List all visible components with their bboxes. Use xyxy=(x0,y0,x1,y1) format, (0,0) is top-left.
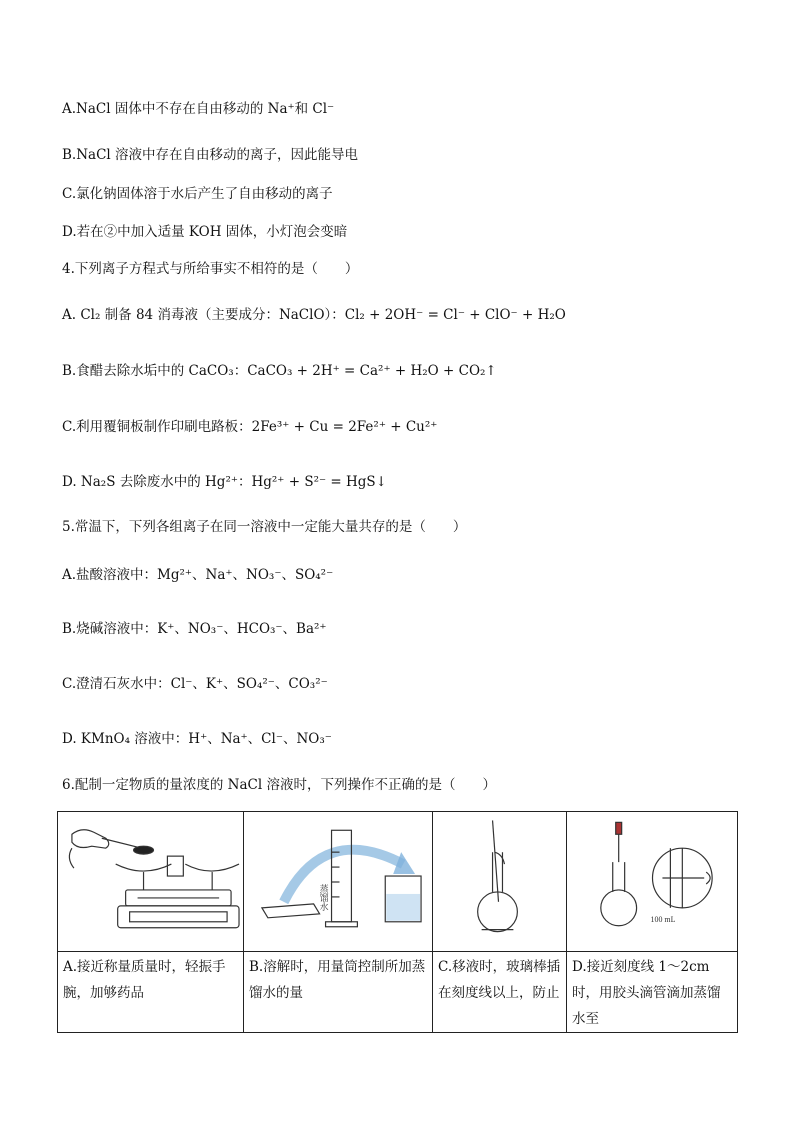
q5-option-b: B.烧碱溶液中：K⁺、NO₃⁻、HCO₃⁻、Ba²⁺ xyxy=(62,621,327,637)
q5-stem: 5.常温下，下列各组离子在同一溶液中一定能大量共存的是（ ） xyxy=(62,519,467,535)
option-b-image-cell xyxy=(244,812,433,952)
option-c-caption: C.移液时，玻璃棒插在刻度线以上，防止 xyxy=(433,952,567,1033)
option-b-caption: B.溶解时，用量筒控制所加蒸馏水的量 xyxy=(244,952,433,1033)
volumetric-flask-glass-rod-illustration xyxy=(433,812,566,951)
q6-stem: 6.配制一定物质的量浓度的 NaCl 溶液时，下列操作不正确的是（ ） xyxy=(62,777,496,793)
option-d-caption: D.接近刻度线 1～2cm时，用胶头滴管滴加蒸馏水至 xyxy=(567,952,738,1033)
q3-option-a: A.NaCl 固体中不存在自由移动的 Na⁺和 Cl⁻ xyxy=(62,101,335,117)
graduated-cylinder-illustration xyxy=(244,812,432,951)
option-a-caption: A.接近称量质量时，轻振手腕，加够药品 xyxy=(58,952,244,1033)
q5-option-d: D. KMnO₄ 溶液中：H⁺、Na⁺、Cl⁻、NO₃⁻ xyxy=(62,731,332,747)
q5-option-a: A.盐酸溶液中：Mg²⁺、Na⁺、NO₃⁻、SO₄²⁻ xyxy=(62,567,334,583)
balance-weighing-illustration xyxy=(58,812,243,951)
q4-stem: 4.下列离子方程式与所给事实不相符的是（ ） xyxy=(62,261,359,277)
dropper-flask-illustration xyxy=(567,812,737,951)
option-d-image-cell xyxy=(567,812,738,952)
q6-options-table xyxy=(57,811,738,1033)
q3-option-c: C.氯化钠固体溶于水后产生了自由移动的离子 xyxy=(62,186,333,202)
q4-option-b: B.食醋去除水垢中的 CaCO₃：CaCO₃ + 2H⁺ = Ca²⁺ + H₂O + CO₂↑ xyxy=(62,363,497,379)
q3-option-d: D.若在②中加入适量 KOH 固体，小灯泡会变暗 xyxy=(62,224,348,240)
q5-option-c: C.澄清石灰水中：Cl⁻、K⁺、SO₄²⁻、CO₃²⁻ xyxy=(62,676,328,692)
q4-option-c: C.利用覆铜板制作印刷电路板：2Fe³⁺ + Cu = 2Fe²⁺ + Cu²⁺ xyxy=(62,419,438,435)
q4-option-a: A. Cl₂ 制备 84 消毒液（主要成分：NaClO）：Cl₂ + 2OH⁻ = Cl⁻ + ClO⁻ + H₂O xyxy=(62,307,566,323)
distilled-water-label: 蒸馏水 xyxy=(318,883,329,911)
option-a-image-cell xyxy=(58,812,244,952)
q4-option-d: D. Na₂S 去除废水中的 Hg²⁺：Hg²⁺ + S²⁻ = HgS↓ xyxy=(62,474,387,490)
option-c-image-cell xyxy=(433,812,567,952)
q3-option-b: B.NaCl 溶液中存在自由移动的离子，因此能导电 xyxy=(62,147,359,163)
flask-volume-label: 100 mL xyxy=(650,914,676,924)
